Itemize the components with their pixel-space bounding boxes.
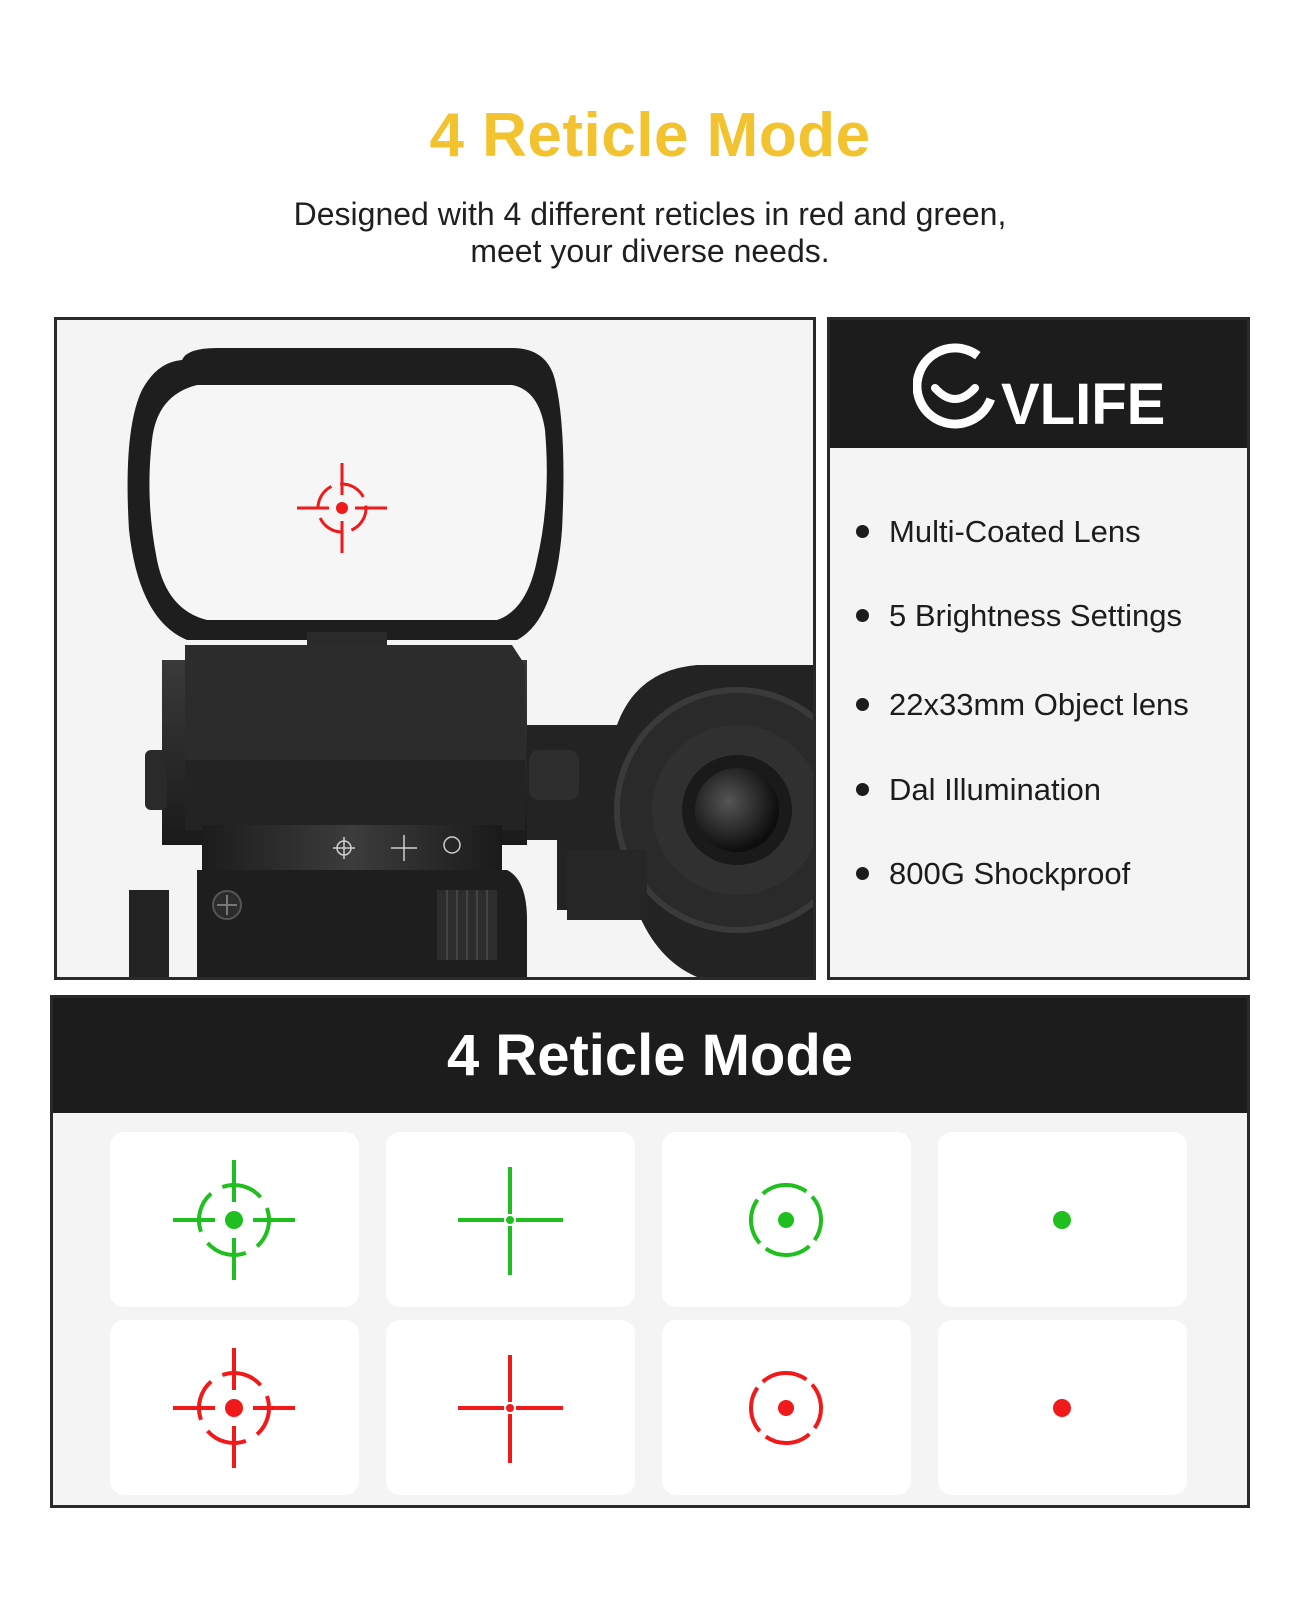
reticle-card-green-crosshair bbox=[386, 1132, 635, 1307]
circle-crosshair-dot-reticle-icon bbox=[110, 1132, 359, 1307]
bullet-icon bbox=[856, 783, 869, 796]
list-item bbox=[856, 687, 1189, 723]
product-image-panel bbox=[54, 317, 816, 980]
bullet-icon bbox=[856, 867, 869, 880]
feature-label: 5 Brightness Settings bbox=[889, 598, 1182, 633]
logo-text: VLIFE bbox=[1001, 372, 1166, 437]
bullet-icon bbox=[856, 698, 869, 711]
feature-label: Multi-Coated Lens bbox=[889, 514, 1141, 549]
list-item bbox=[856, 856, 1130, 892]
feature-label: 800G Shockproof bbox=[889, 856, 1131, 891]
reticle-card-red-circle-crosshair bbox=[110, 1320, 359, 1495]
list-item bbox=[856, 598, 1182, 634]
crosshair-reticle-icon bbox=[386, 1320, 635, 1495]
circle-dot-reticle-icon bbox=[662, 1132, 911, 1307]
reticle-card-green-circle-dot bbox=[662, 1132, 911, 1307]
list-item bbox=[856, 772, 1101, 808]
reticle-card-red-circle-dot bbox=[662, 1320, 911, 1495]
logo-bar bbox=[830, 320, 1247, 448]
crosshair-reticle-icon bbox=[386, 1132, 635, 1307]
feature-label: Dal Illumination bbox=[889, 772, 1101, 807]
list-item bbox=[856, 514, 1141, 550]
circle-crosshair-dot-reticle-icon bbox=[110, 1320, 359, 1495]
feature-label: 22x33mm Object lens bbox=[889, 687, 1189, 722]
page-subtitle bbox=[0, 196, 1300, 270]
cvlife-logo bbox=[913, 330, 1173, 440]
dot-reticle-icon bbox=[938, 1320, 1187, 1495]
reticle-card-red-crosshair bbox=[386, 1320, 635, 1495]
subtitle-line-2: meet your diverse needs. bbox=[470, 233, 830, 269]
page-title: 4 Reticle Mode bbox=[429, 101, 871, 170]
reticle-mode-section bbox=[50, 995, 1250, 1508]
dot-reticle-icon bbox=[938, 1132, 1187, 1307]
reticle-section-title: 4 Reticle Mode bbox=[53, 998, 1247, 1113]
logo-c-ring-icon bbox=[913, 337, 1004, 434]
subtitle-line-1: Designed with 4 different reticles in red and green, bbox=[293, 196, 1007, 232]
bullet-icon bbox=[856, 609, 869, 622]
reticle-card-green-circle-crosshair bbox=[110, 1132, 359, 1307]
features-panel bbox=[827, 317, 1250, 980]
reticle-card-green-dot bbox=[938, 1132, 1187, 1307]
red-dot-sight-image bbox=[57, 320, 813, 977]
bullet-icon bbox=[856, 525, 869, 538]
reticle-card-red-dot bbox=[938, 1320, 1187, 1495]
circle-dot-reticle-icon bbox=[662, 1320, 911, 1495]
